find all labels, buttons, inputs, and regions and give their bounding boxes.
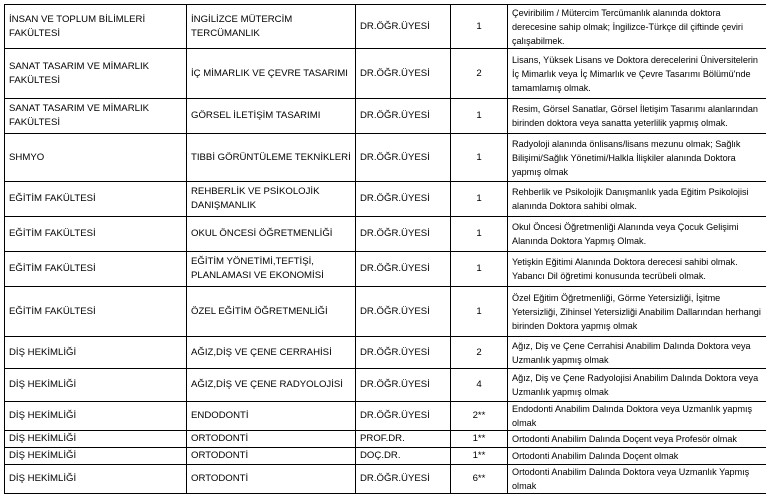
title-cell: DR.ÖĞR.ÜYESİ [356, 182, 451, 217]
title-cell: DR.ÖĞR.ÜYESİ [356, 49, 451, 99]
department-cell: TIBBİ GÖRÜNTÜLEME TEKNİKLERİ [187, 134, 356, 182]
faculty-cell: DİŞ HEKİMLİĞİ [5, 337, 187, 369]
table-row [5, 337, 766, 369]
requirement-cell: Ortodonti Anabilim Dalında Doktora veya Uzmanlık Yapmış olmak [508, 465, 766, 494]
faculty-cell: DİŞ HEKİMLİĞİ [5, 431, 187, 448]
count-cell: 1 [451, 134, 508, 182]
faculty-cell: EĞİTİM FAKÜLTESİ [5, 287, 187, 337]
requirement-cell: Lisans, Yüksek Lisans ve Doktora derecelerini Üniversitelerin İç Mimarlık veya İç Mimarlık ve Çevre Tasarımı Bölümü'nde tamamlamış olmak. [508, 49, 766, 99]
title-cell: DR.ÖĞR.ÜYESİ [356, 5, 451, 49]
table-row [5, 134, 766, 182]
title-cell: DR.ÖĞR.ÜYESİ [356, 99, 451, 134]
table-row [5, 448, 766, 465]
faculty-cell: EĞİTİM FAKÜLTESİ [5, 252, 187, 287]
requirement-cell: Resim, Görsel Sanatlar, Görsel İletişim Tasarımı alanlarından birinden doktora veya sanatta yeterlilik yapmış olmak. [508, 99, 766, 134]
count-cell: 1 [451, 182, 508, 217]
count-cell: 1** [451, 431, 508, 448]
title-cell: DR.ÖĞR.ÜYESİ [356, 402, 451, 431]
department-cell: AĞIZ,DİŞ VE ÇENE RADYOLOJİSİ [187, 369, 356, 402]
faculty-cell: DİŞ HEKİMLİĞİ [5, 448, 187, 465]
count-cell: 6** [451, 465, 508, 494]
count-cell: 2** [451, 402, 508, 431]
table-row [5, 369, 766, 402]
requirement-cell: Yetişkin Eğitimi Alanında Doktora derecesi sahibi olmak. Yabancı Dil öğretimi konusunda tecrübeli olmak. [508, 252, 766, 287]
requirement-cell: Radyoloji alanında önlisans/lisans mezunu olmak; Sağlık Bilişimi/Sağlık Yönetimi/Halkla İlişkiler alanında Doktora yapmış olmak [508, 134, 766, 182]
count-cell: 1 [451, 99, 508, 134]
requirement-cell: Ağız, Diş ve Çene Cerrahisi Anabilim Dalında Doktora veya Uzmanlık yapmış olmak [508, 337, 766, 369]
count-cell: 1 [451, 5, 508, 49]
position-table-container [4, 4, 766, 494]
faculty-cell: SANAT TASARIM VE MİMARLIK FAKÜLTESİ [5, 99, 187, 134]
faculty-cell: DİŞ HEKİMLİĞİ [5, 402, 187, 431]
department-cell: OKUL ÖNCESİ ÖĞRETMENLİĞİ [187, 217, 356, 252]
table-row [5, 402, 766, 431]
count-cell: 2 [451, 49, 508, 99]
faculty-cell: EĞİTİM FAKÜLTESİ [5, 182, 187, 217]
department-cell: ENDODONTİ [187, 402, 356, 431]
requirement-cell: Ortodonti Anabilim Dalında Doçent olmak [508, 448, 766, 465]
faculty-cell: SANAT TASARIM VE MİMARLIK FAKÜLTESİ [5, 49, 187, 99]
department-cell: ORTODONTİ [187, 448, 356, 465]
requirement-cell: Çeviribilim / Mütercim Tercümanlık alanında doktora derecesine sahip olmak; İngilizce-Türkçe dil çiftinde çeviri çalışabilmek. [508, 5, 766, 49]
faculty-cell: DİŞ HEKİMLİĞİ [5, 465, 187, 494]
title-cell: DR.ÖĞR.ÜYESİ [356, 369, 451, 402]
count-cell: 1 [451, 287, 508, 337]
department-cell: REHBERLİK VE PSİKOLOJİK DANIŞMANLIK [187, 182, 356, 217]
department-cell: İÇ MİMARLIK VE ÇEVRE TASARIMI [187, 49, 356, 99]
title-cell: PROF.DR. [356, 431, 451, 448]
academic-positions-table [4, 4, 766, 494]
title-cell: DR.ÖĞR.ÜYESİ [356, 252, 451, 287]
table-row [5, 5, 766, 49]
requirement-cell: Ortodonti Anabilim Dalında Doçent veya Profesör olmak [508, 431, 766, 448]
table-row [5, 431, 766, 448]
count-cell: 2 [451, 337, 508, 369]
department-cell: ÖZEL EĞİTİM ÖĞRETMENLİĞİ [187, 287, 356, 337]
title-cell: DR.ÖĞR.ÜYESİ [356, 217, 451, 252]
faculty-cell: İNSAN VE TOPLUM BİLİMLERİ FAKÜLTESİ [5, 5, 187, 49]
table-row [5, 49, 766, 99]
table-row [5, 465, 766, 494]
table-row [5, 217, 766, 252]
title-cell: DR.ÖĞR.ÜYESİ [356, 465, 451, 494]
requirement-cell: Endodonti Anabilim Dalında Doktora veya Uzmanlık yapmış olmak [508, 402, 766, 431]
department-cell: EĞİTİM YÖNETİMİ,TEFTİŞİ, PLANLAMASI VE EKONOMİSİ [187, 252, 356, 287]
requirement-cell: Ağız, Diş ve Çene Radyolojisi Anabilim Dalında Doktora veya Uzmanlık yapmış olmak [508, 369, 766, 402]
table-row [5, 182, 766, 217]
count-cell: 1 [451, 252, 508, 287]
department-cell: AĞIZ,DİŞ VE ÇENE CERRAHİSİ [187, 337, 356, 369]
requirement-cell: Okul Öncesi Öğretmenliği Alanında veya Çocuk Gelişimi Alanında Doktora Yapmış Olmak. [508, 217, 766, 252]
department-cell: ORTODONTİ [187, 465, 356, 494]
title-cell: DR.ÖĞR.ÜYESİ [356, 287, 451, 337]
table-row [5, 99, 766, 134]
faculty-cell: SHMYO [5, 134, 187, 182]
faculty-cell: EĞİTİM FAKÜLTESİ [5, 217, 187, 252]
requirement-cell: Özel Eğitim Öğretmenliği, Görme Yetersizliği, İşitme Yetersizliği, Zihinsel Yetersizliği Anabilim Dallarından herhangi birinden Doktora yapmış olmak [508, 287, 766, 337]
title-cell: DOÇ.DR. [356, 448, 451, 465]
faculty-cell: DİŞ HEKİMLİĞİ [5, 369, 187, 402]
count-cell: 1 [451, 217, 508, 252]
department-cell: ORTODONTİ [187, 431, 356, 448]
department-cell: GÖRSEL İLETİŞİM TASARIMI [187, 99, 356, 134]
title-cell: DR.ÖĞR.ÜYESİ [356, 134, 451, 182]
count-cell: 1** [451, 448, 508, 465]
count-cell: 4 [451, 369, 508, 402]
table-row [5, 287, 766, 337]
department-cell: İNGİLİZCE MÜTERCİM TERCÜMANLIK [187, 5, 356, 49]
title-cell: DR.ÖĞR.ÜYESİ [356, 337, 451, 369]
requirement-cell: Rehberlik ve Psikolojik Danışmanlık yada Eğitim Psikolojisi alanında Doktora sahibi olmak. [508, 182, 766, 217]
table-row [5, 252, 766, 287]
